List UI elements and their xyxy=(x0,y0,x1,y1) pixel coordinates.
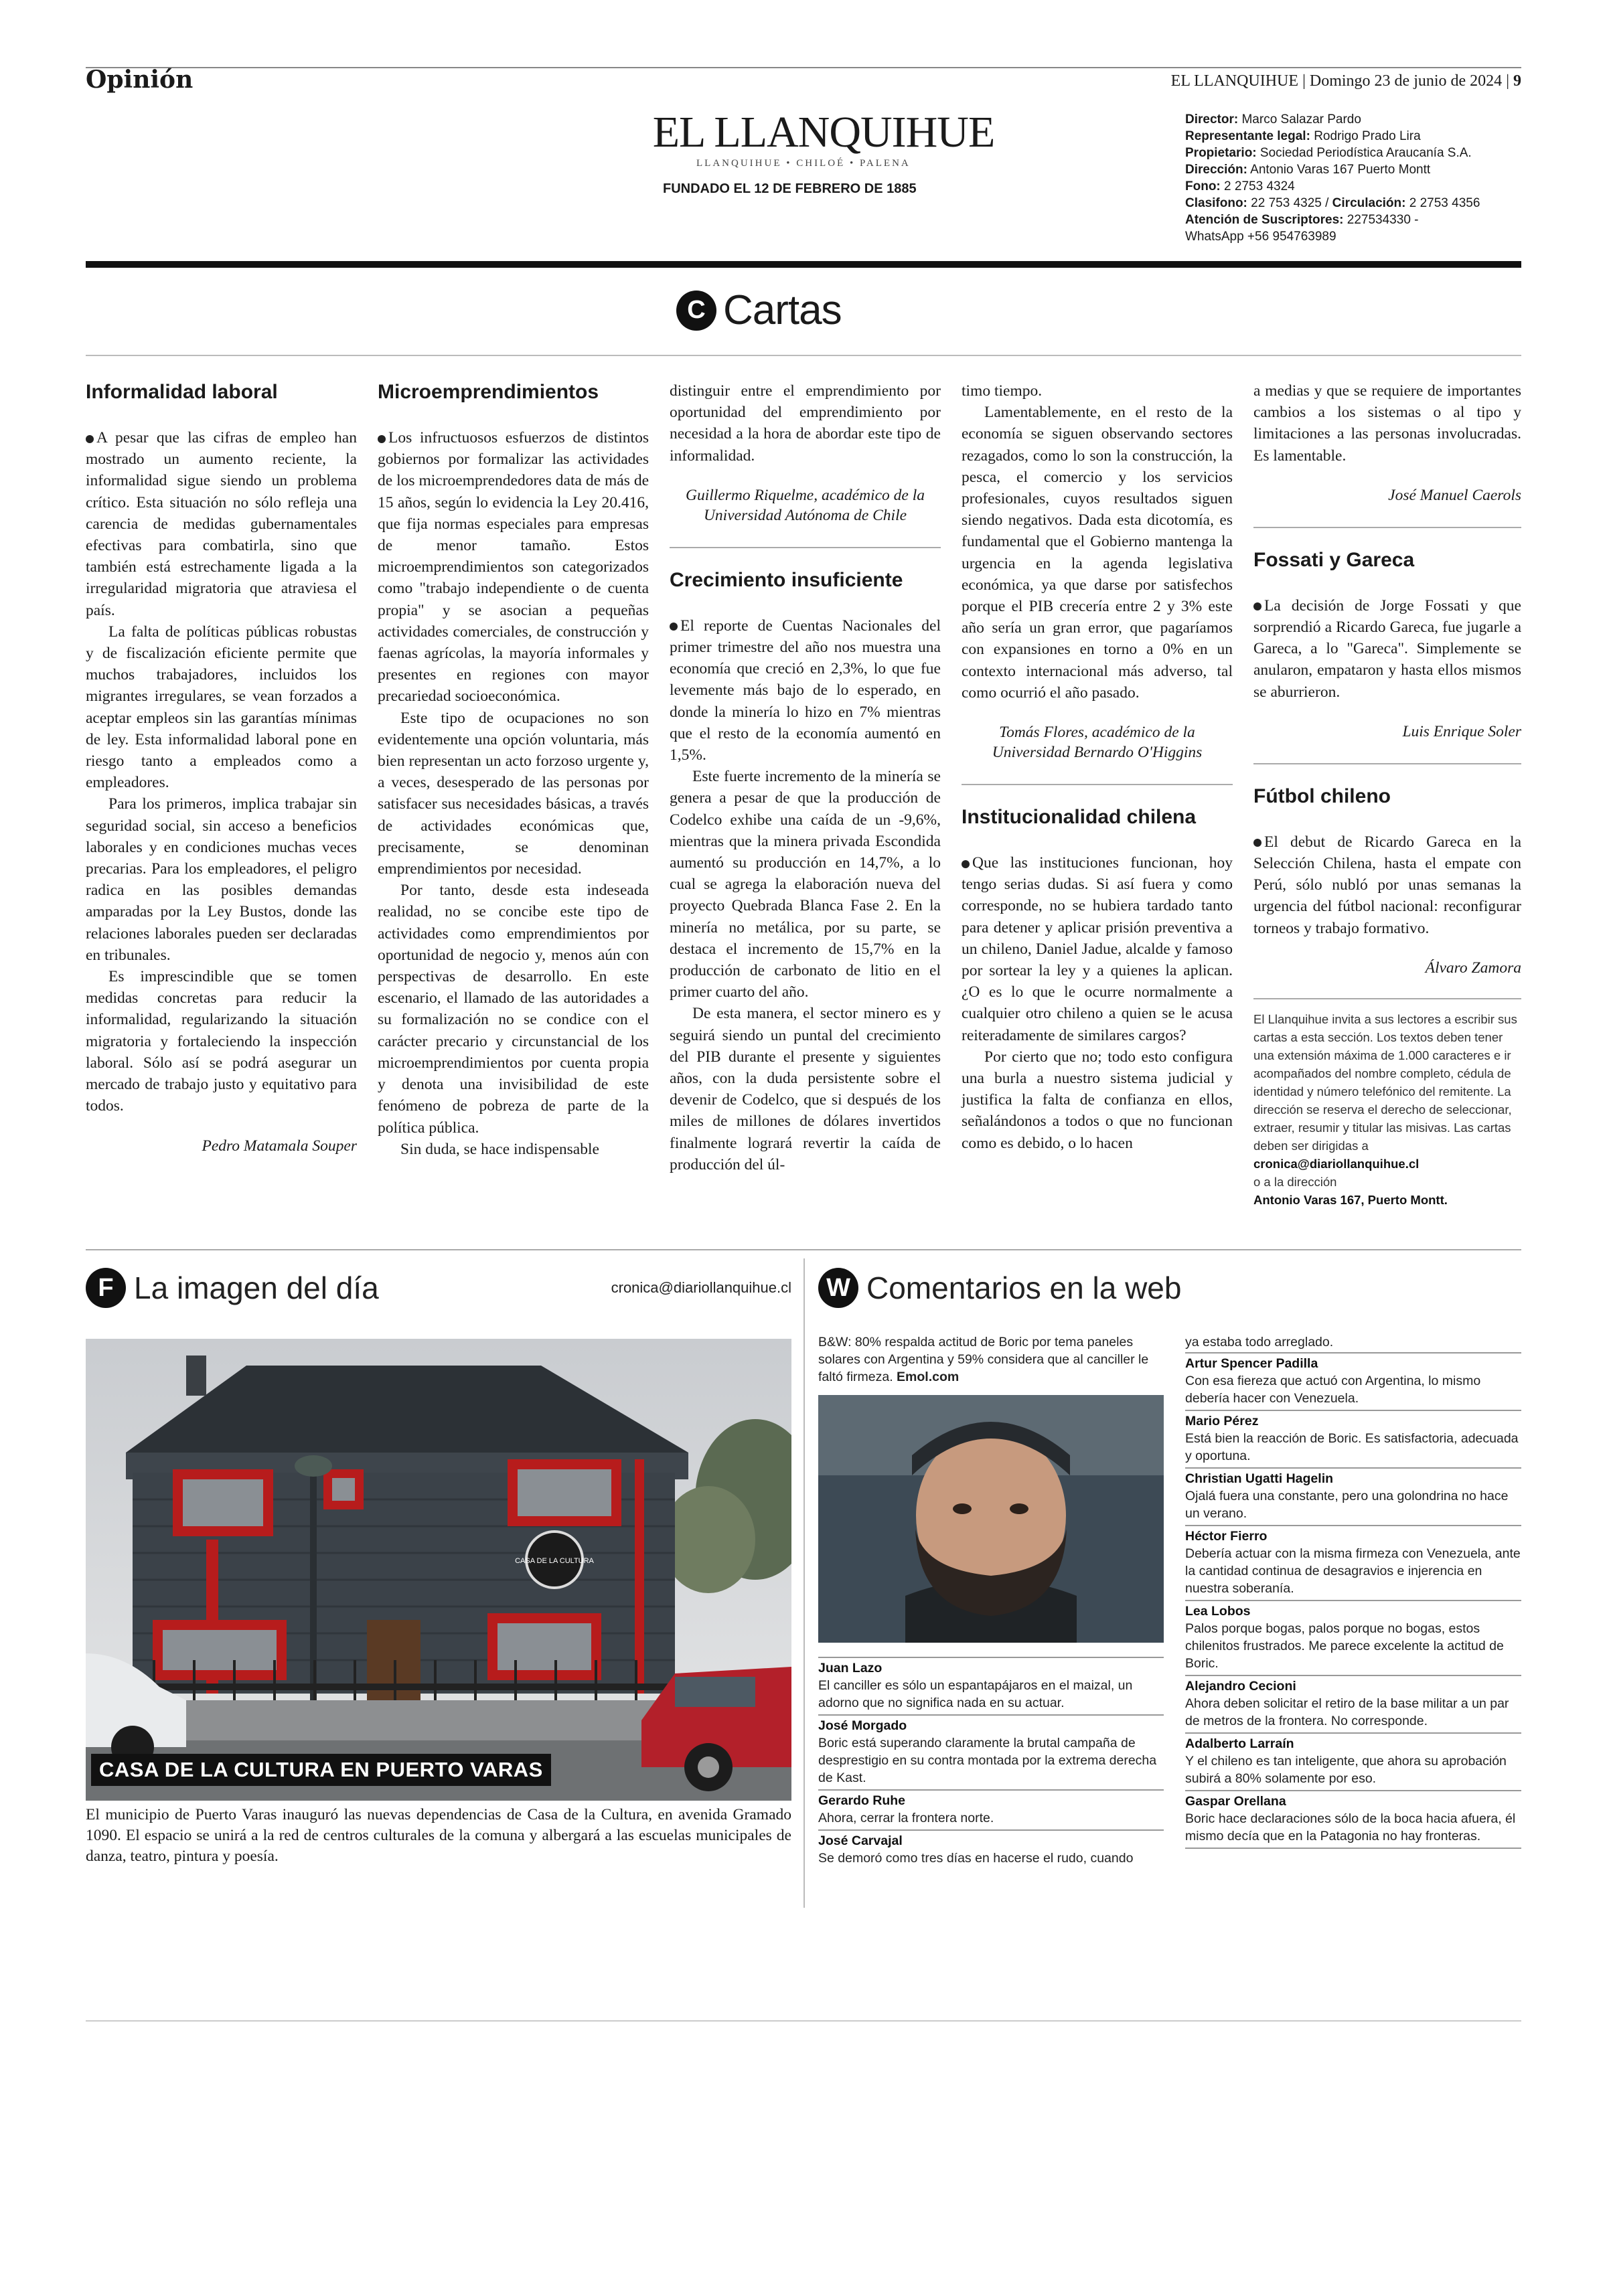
letters-column-5 xyxy=(1253,380,1521,1244)
letter-signature: Guillermo Riquelme, académico de la Universidad Autónoma de Chile xyxy=(686,486,925,524)
top-rule xyxy=(86,67,1521,68)
letter-separator xyxy=(1253,763,1521,764)
letter-paragraph: De esta manera, el sector minero es y seguirá siendo un puntal del crecimiento del PIB durante el presente y siguientes años, con la duda persistente sobre el devenir de Codelco, que si después de los miles de millones de dólares invertidos finalmente logrará revertir la caída de producción del úl- xyxy=(670,1005,941,1173)
credit-row: Fono: 2 2753 4324 xyxy=(1185,179,1295,193)
web-comments-intro: B&W: 80% respalda actitud de Boric por tema paneles solares con Argentina y 59% considera que al canciller le faltó firmeza. Emol.com xyxy=(818,1335,1149,1384)
house-photo-illustration xyxy=(86,1339,791,1801)
letter-paragraph: La decisión de Jorge Fossati y que sorprendió a Ricardo Gareca, fue jugarle a Gareca, a lo "Gareca". Simplemente se anularon, empataron y hasta ellos mismos se aburrieron. xyxy=(1253,596,1521,701)
masthead xyxy=(616,107,1031,197)
web-comment: José Morgado Boric está superando claramente la brutal campaña de desprestigio en su contra montada por la extrema derecha de Kast. xyxy=(818,1714,1164,1789)
letter-heading: Informalidad laboral xyxy=(86,381,278,403)
staff-credits xyxy=(1185,111,1520,245)
web-comment-continuation: ya estaba todo arreglado. xyxy=(1185,1335,1334,1349)
web-comment: Héctor Fierro Debería actuar con la misma firmeza con Venezuela, ante la cantidad continua de desagravios e injerencia en nuestra soberanía. xyxy=(1185,1525,1521,1600)
letters-address: Antonio Varas 167, Puerto Montt. xyxy=(1253,1192,1448,1207)
web-comment: Gaspar Orellana Boric hace declaraciones sólo de la boca hacia afuera, él mismo decía que en la Patagonia no hay fronteras. xyxy=(1185,1790,1521,1849)
letter-heading: Microemprendimientos xyxy=(378,381,599,403)
web-comment: Mario Pérez Está bien la reacción de Boric. Es satisfactoria, adecuada y oportuna. xyxy=(1185,1410,1521,1467)
column-divider xyxy=(804,1258,805,1908)
imagen-heading xyxy=(86,1268,791,1308)
letters-submission-note: El Llanquihue invita a sus lectores a escribir sus cartas a esta sección. Los textos deben tener una extensión máxima de 1.000 caracteres e ir acompañados del nombre completo, cédula de identidad y número telefónico del remitente. La dirección se reserva el derecho de seleccionar, extraer, resumir y titular las misivas. Las cartas deben ser dirigidas a cronica@diariollanquihue.cl o a la dirección Antonio Varas 167, Puerto Montt. xyxy=(1253,998,1521,1209)
masthead-rule xyxy=(86,261,1521,268)
web-comments-title: Comentarios en la web xyxy=(866,1270,1182,1305)
letters-columns xyxy=(86,380,1521,1244)
imagen-f-icon: F xyxy=(86,1268,126,1308)
masthead-founded: FUNDADO EL 12 DE FEBRERO DE 1885 xyxy=(663,181,917,196)
web-comments-heading xyxy=(818,1268,1181,1308)
letter-signature: Luis Enrique Soler xyxy=(1402,722,1521,740)
bullet-icon xyxy=(1253,602,1261,610)
web-comment: Adalberto Larraín Y el chileno es tan inteligente, que ahora su aprobación subirá a 80% solamente por eso. xyxy=(1185,1732,1521,1790)
folio-date: Domingo 23 de junio de 2024 xyxy=(1309,72,1503,90)
letter-paragraph: Lamentablemente, en el resto de la economía se siguen observando sectores rezagados, como lo son la construcción, la pesca, el comercio y los servicios profesionales, cuyos resultados siguen siendo negativos. Dada esta dicotomía, es fundamental que el Gobierno mantenga la urgencia en la agenda legislativa económica, ya que darse por satisfechos porque el PIB crecería entre 2 y 3% este año sería un gran error, que pagaríamos con expansiones en torno a 0% en un contexto internacional más adverso, tal como ocurrió el año pasado. xyxy=(962,404,1233,702)
letter-paragraph: Para los primeros, implica trabajar sin seguridad social, sin acceso a beneficios laborales y en condiciones muchas veces precarias. Para los empleadores, el peligro radica en las posibles demandas amparadas por la Ley Bustos, donde las relaciones laborales pueden ser declaradas en tribunales. xyxy=(86,795,357,964)
letter-heading: Fútbol chileno xyxy=(1253,785,1391,807)
credit-row: Atención de Suscriptores: 227534330 - xyxy=(1185,213,1419,227)
cartas-heading xyxy=(676,286,842,334)
letter-signature: Álvaro Zamora xyxy=(1425,959,1521,977)
letters-column-4 xyxy=(962,380,1233,1244)
web-comment: Juan Lazo El canciller es sólo un espantapájaros en el maizal, un adorno que no significa nada en su actuar. xyxy=(818,1657,1164,1714)
bullet-icon xyxy=(1253,839,1261,847)
letters-column-1 xyxy=(86,380,357,1244)
section-rule xyxy=(86,1249,1521,1250)
web-comment: Alejandro Cecioni Ahora deben solicitar el retiro de la base militar a un par de metros de la frontera. No corresponde. xyxy=(1185,1675,1521,1732)
web-w-icon: W xyxy=(818,1268,858,1308)
web-source: Emol.com xyxy=(897,1370,960,1384)
cartas-c-icon: C xyxy=(676,291,716,331)
credit-row: Director: Marco Salazar Pardo xyxy=(1185,112,1361,127)
letter-separator xyxy=(962,784,1233,785)
web-comment: Lea Lobos Palos porque bogas, palos porque no bogas, estos chilenitos frustrados. Me parece excelente la actitud de Boric. xyxy=(1185,1600,1521,1675)
bullet-icon xyxy=(670,623,678,631)
letters-column-2 xyxy=(378,380,649,1244)
letter-paragraph: distinguir entre el emprendimiento por oportunidad del emprendimiento por necesidad a la hora de abordar este tipo de informalidad. xyxy=(670,382,941,465)
bullet-icon xyxy=(962,860,970,868)
folio-paper: EL LLANQUIHUE xyxy=(1170,72,1299,90)
credit-row: Propietario: Sociedad Periodística Araucanía S.A. xyxy=(1185,146,1472,160)
letter-paragraph: Este tipo de ocupaciones no son evidentemente una opción voluntaria, más bien representan un acto forzoso urgente y, a veces, desesperado de las personas por satisfacer sus necesidades básicas, a través de actividades económicas que, precisamente, se denominan emprendimientos por necesidad. xyxy=(378,709,649,878)
letter-paragraph: Este fuerte incremento de la minería se genera a pesar de que la producción de Codelco exhibe una caída de un -9,6%, mientras que la minera privada Escondida aumentó su producción en 14,7%, a lo cual se agrega la elaboración nueva del proyecto Quebrada Blanca Fase 2. En la minería no metálica, por su parte, se destaca el incremento de 15,7% en la producción de carbonato de litio en el primer cuarto del año. xyxy=(670,768,941,1001)
web-comment: Artur Spencer Padilla Con esa fiereza que actuó con Argentina, lo mismo debería hacer con Venezuela. xyxy=(1185,1352,1521,1410)
masthead-name: EL LLANQUIHUE xyxy=(652,108,995,157)
web-comment: José Carvajal Se demoró como tres días en hacerse el rudo, cuando xyxy=(818,1829,1164,1870)
web-comments-right xyxy=(1185,1333,1521,1849)
letter-paragraph: El debut de Ricardo Gareca en la Selección Chilena, hasta el empate con Perú, sólo nubló por unas semanas la urgencia del fútbol nacional: reconfigurar torneos y trabajo formativo. xyxy=(1253,833,1521,937)
web-comment: Gerardo Ruhe Ahora, cerrar la frontera norte. xyxy=(818,1789,1164,1829)
letter-paragraph: Por cierto que no; todo esto configura una burla a nuestro sistema judicial y justifica la falta de confianza en ellos, señalándonos a todos o que no funcionan como es debido, o lo hacen xyxy=(962,1048,1233,1152)
photo-casa-cultura xyxy=(86,1339,791,1801)
letter-paragraph: A pesar que las cifras de empleo han mostrado un aumento reciente, la informalidad sigue siendo un problema crítico. Esta situación no sólo refleja una carencia de medidas gubernamentales efectivas para combatirla, sino que también está estrechamente ligada a la irregularidad migratoria que atraviesa el país. xyxy=(86,429,357,619)
bullet-icon xyxy=(378,435,386,443)
letter-paragraph: Los infructuosos esfuerzos de distintos gobiernos por formalizar las actividades de los microemprendedores data de más de 15 años, según lo evidencia la Ley 20.416, que fija normas especiales para empresas de menor tamaño. Estos microemprendimientos son categorizados como "trabajo independiente o de cuenta propia" y se asocian a pequeñas actividades comerciales, de construcción y faenas agrícolas, la mayoría informales y presentes en regiones con mayor precariedad socioeconómica. xyxy=(378,429,649,706)
section-label: Opinión xyxy=(86,66,194,94)
letter-heading: Institucionalidad chilena xyxy=(962,806,1197,829)
letter-paragraph: timo tiempo. xyxy=(962,382,1043,400)
letter-paragraph: Por tanto, desde esta indeseada realidad, no se concibe este tipo de actividades como emprendimientos por oportunidad de negocio y, menos aún con perspectivas de desarrollo. En este escenario, el llamado de las autoridades a su formalización no se condice con el carácter precario y circunstancial de los microemprendimientos por cuenta propia y denota una invisibilidad de este fenómeno de pobreza de parte de la política pública. xyxy=(378,882,649,1137)
masthead-sub: LLANQUIHUE • CHILOÉ • PALENA xyxy=(696,158,911,169)
imagen-email-link[interactable]: cronica@diariollanquihue.cl xyxy=(611,1279,791,1296)
letter-paragraph: La falta de políticas públicas robustas y de fiscalización eficiente permite que muchos trabajadores, incluidos los migrantes irregulares, se vean forzados a aceptar empleos sin las garantías mínimas de ley. Esta informalidad laboral pone en riesgo tanto a empleados como a empleadores. xyxy=(86,623,357,792)
letter-signature: Tomás Flores, académico de la Universidad Bernardo O'Higgins xyxy=(992,724,1203,762)
letter-paragraph: El reporte de Cuentas Nacionales del primer trimestre del año nos muestra una economía que creció en 2,3%, lo que fue levemente más bajo de lo esperado, en donde la minería lo hizo en 7% mientras que el resto de la economía aumentó en 1,5%. xyxy=(670,617,941,764)
letter-heading: Fossati y Gareca xyxy=(1253,548,1415,571)
credit-row: Representante legal: Rodrigo Prado Lira xyxy=(1185,129,1421,143)
letter-paragraph: Que las instituciones funcionan, hoy tengo serias dudas. Si así fuera y como corresponde, no se hubiera tardado tanto para detener y aplicar prisión preventiva a un chileno, Daniel Jadue, alcalde y famoso por sortear la ley y a quienes la aplican. ¿O es lo que le ocurre normalmente a cualquier otro chileno a quien se le acusa reiteradamente de similares cargos? xyxy=(962,854,1233,1044)
photo-description: El municipio de Puerto Varas inauguró las nuevas dependencias de Casa de la Cultura, en avenida Gramado 1090. El espacio se unirá a la red de centros culturales de la comuna y albergará a las escuelas municipales de danza, teatro, pintura y poesía. xyxy=(86,1806,791,1865)
folio-page: 9 xyxy=(1513,72,1521,90)
letter-separator xyxy=(670,547,941,548)
letter-paragraph: Es imprescindible que se tomen medidas concretas para reducir la informalidad, regularizando la situación migratoria y fortaleciendo la inspección laboral. Sólo así se podrá asegurar un mercado de trabajo justo y equitativo para todos. xyxy=(86,968,357,1115)
letter-signature: José Manuel Caerols xyxy=(1388,486,1521,504)
web-comments-left xyxy=(818,1333,1164,1870)
letter-paragraph: a medias y que se requiere de importantes cambios a los sistemas o al tipo y limitaciones a las personas involucradas. Es lamentable. xyxy=(1253,382,1521,465)
cartas-rule xyxy=(86,355,1521,356)
cartas-title: Cartas xyxy=(723,287,842,333)
bullet-icon xyxy=(86,435,94,443)
letters-email-link[interactable]: cronica@diariollanquihue.cl xyxy=(1253,1156,1420,1171)
credit-row: WhatsApp +56 954763989 xyxy=(1185,230,1336,244)
credit-row: Dirección: Antonio Varas 167 Puerto Montt xyxy=(1185,163,1431,177)
letter-separator xyxy=(1253,527,1521,528)
imagen-title: La imagen del día xyxy=(134,1270,379,1305)
bottom-rule xyxy=(86,2020,1521,2022)
photo-caption-label: CASA DE LA CULTURA EN PUERTO VARAS xyxy=(91,1754,551,1786)
web-comment: Christian Ugatti Hagelin Ojalá fuera una constante, pero una golondrina no hace un verano. xyxy=(1185,1467,1521,1525)
letters-column-3 xyxy=(670,380,941,1244)
folio-line: EL LLANQUIHUE | Domingo 23 de junio de 2024 | 9 xyxy=(1170,72,1521,90)
boric-portrait xyxy=(818,1395,1164,1643)
credit-row: Clasifono: 22 753 4325 / Circulación: 2 2753 4356 xyxy=(1185,196,1480,210)
letter-heading: Crecimiento insuficiente xyxy=(670,568,903,591)
letter-paragraph: Sin duda, se hace indispensable xyxy=(400,1140,599,1158)
casa-cultura-sign: CASA DE LA CULTURA xyxy=(515,1557,594,1565)
letter-signature: Pedro Matamala Souper xyxy=(202,1137,357,1155)
